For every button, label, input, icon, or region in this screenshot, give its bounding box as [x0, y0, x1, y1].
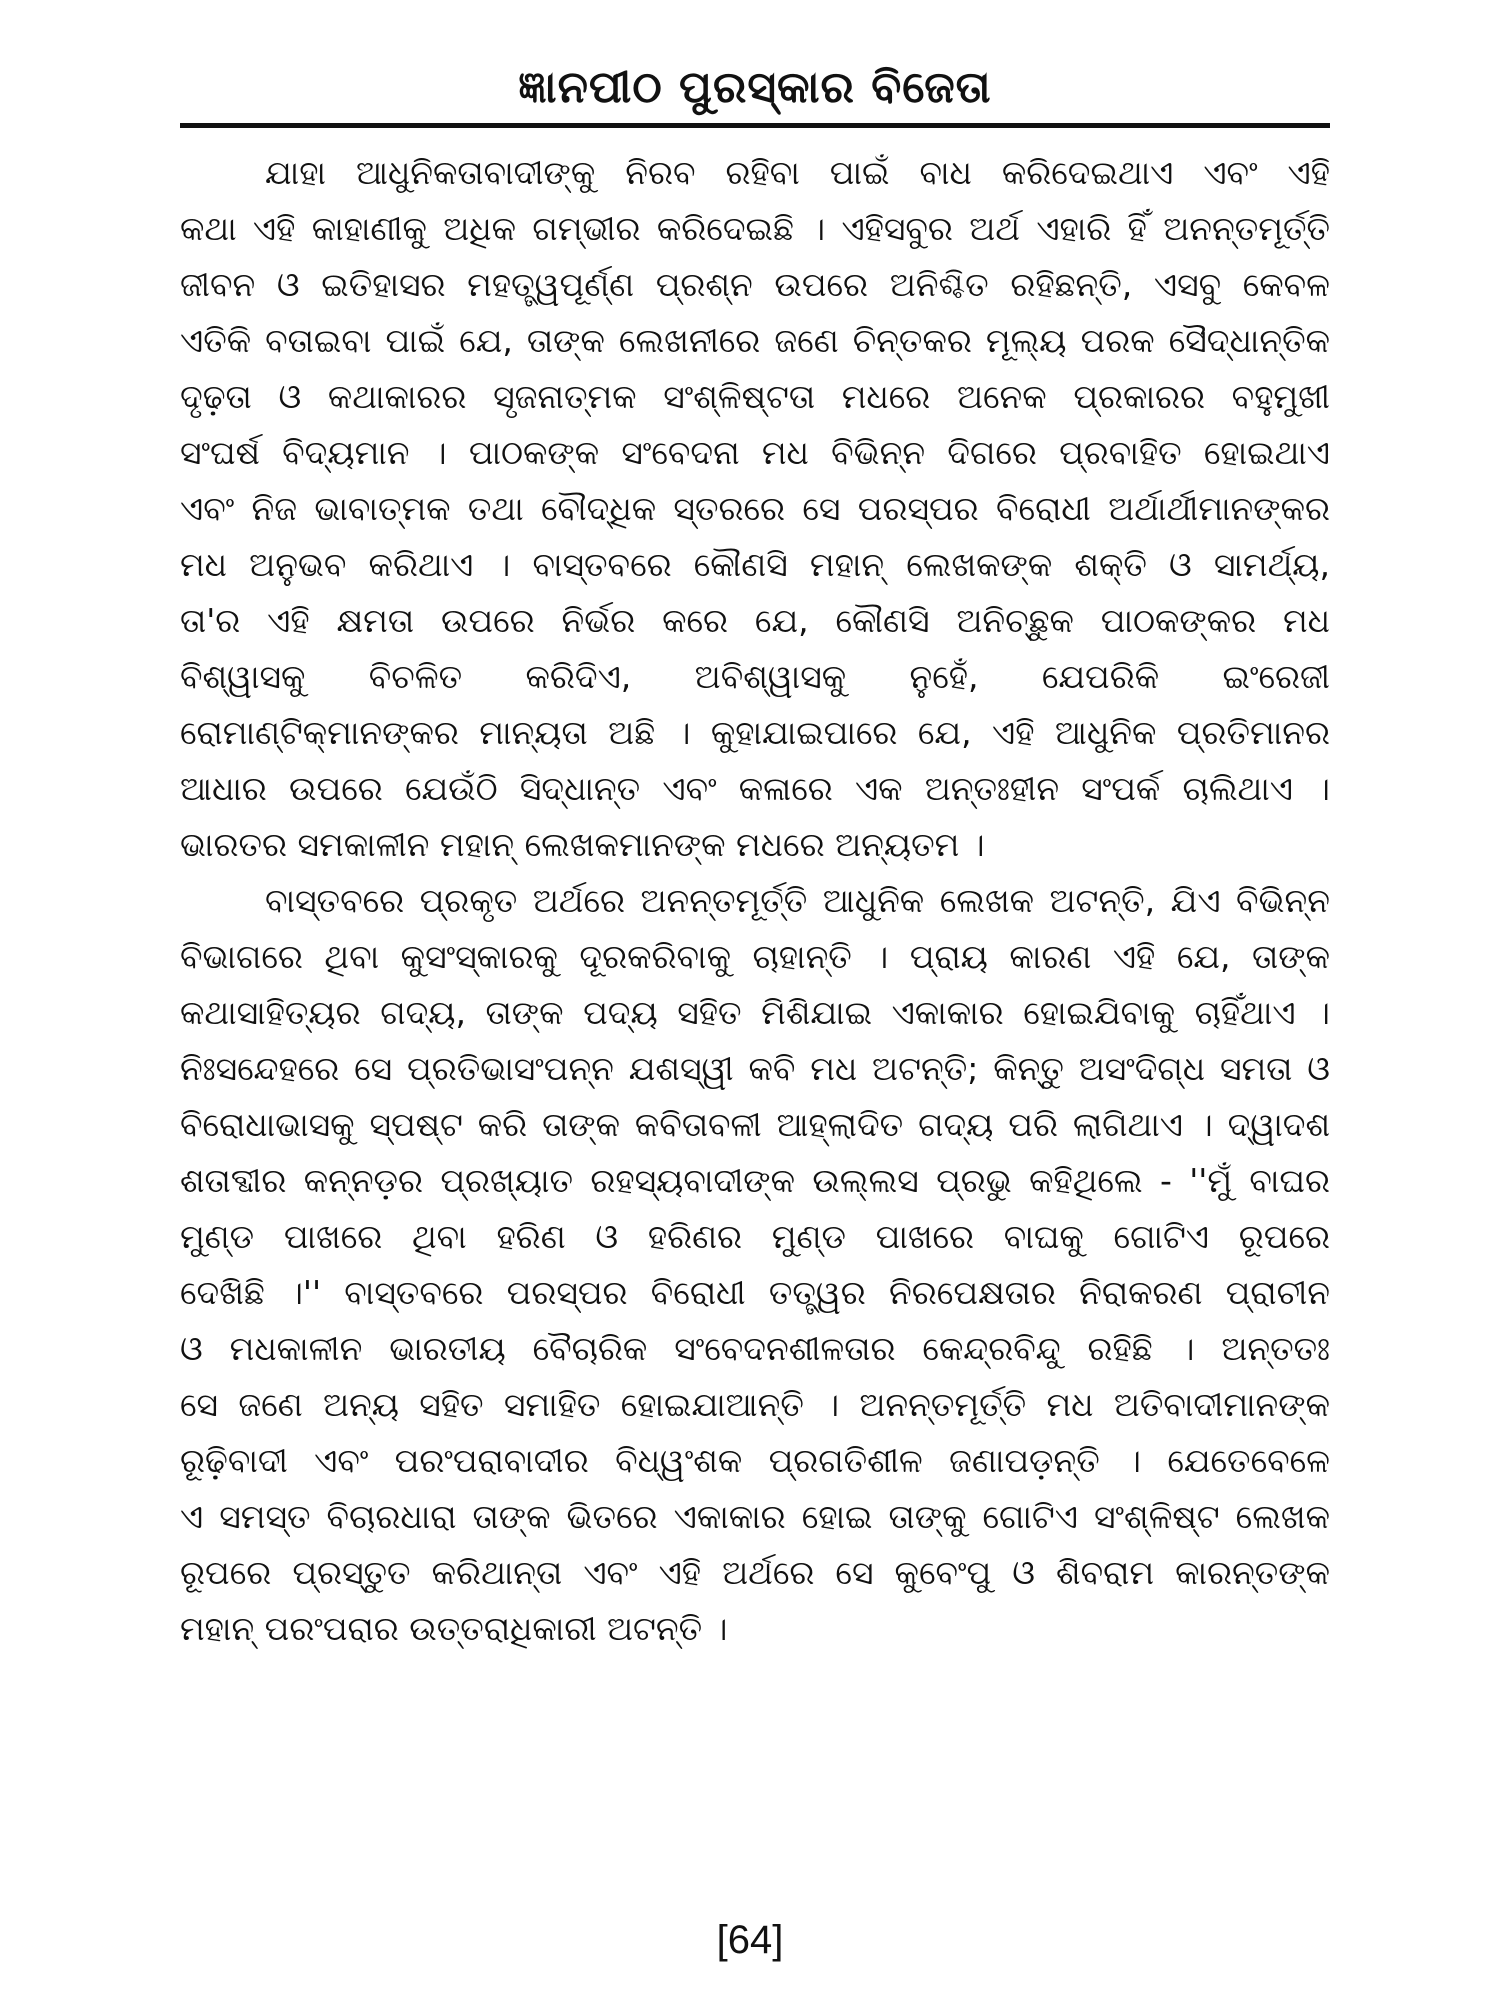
text-line: ସଂଘର୍ଷ ବିଦ୍ୟମାନ । ପାଠକଙ୍କ ସଂବେଦନା ମଧ ବିଭିନ୍ନ ଦିଗରେ ପ୍ରବାହିତ ହୋଇଥାଏ [180, 433, 1330, 472]
text-line: ଦେଖିଛି ।'' ବାସ୍ତବରେ ପରସ୍ପର ବିରୋଧୀ ତତ୍ତ୍ୱର ନିରପେକ୍ଷତାର ନିରାକରଣ ପ୍ରାଚୀନ [180, 1273, 1330, 1312]
text-line: ଯାହା ଆଧୁନିକତାବାଦୀଙ୍କୁ ନିରବ ରହିବା ପାଇଁ ବାଧ କରିଦେଇଥାଏ ଏବଂ ଏହି [265, 153, 1330, 192]
header-rule [180, 123, 1330, 128]
text-line: ସେ ଜଣେ ଅନ୍ୟ ସହିତ ସମାହିତ ହୋଇଯାଆନ୍ତି । ଅନନ୍ତମୂର୍ତ୍ତି ମଧ ଅତିବାଦୀମାନଙ୍କ [180, 1385, 1330, 1424]
text-line: ବିଭାଗରେ ଥିବା କୁସଂସ୍କାରକୁ ଦୂରକରିବାକୁ ଚାହାନ୍ତି । ପ୍ରାୟ କାରଣ ଏହି ଯେ, ତାଙ୍କ [180, 937, 1330, 976]
paragraph-2 [180, 873, 1330, 1657]
text-line: ବାସ୍ତବରେ ପ୍ରକୃତ ଅର୍ଥରେ ଅନନ୍ତମୂର୍ତ୍ତି ଆଧୁନିକ ଲେଖକ ଅଟନ୍ତି, ଯିଏ ବିଭିନ୍ନ [265, 881, 1330, 920]
text-line: ବିଶ୍ୱାସକୁ ବିଚଳିତ କରିଦିଏ, ଅବିଶ୍ୱାସକୁ ନୁହେଁ, ଯେପରିକି ଇଂରେଜୀ [180, 657, 1330, 696]
text-line: ଶତାବ୍ଦୀର କନ୍ନଡ଼ର ପ୍ରଖ୍ୟାତ ରହସ୍ୟବାଦୀଙ୍କ ଉଲ୍ଲସ ପ୍ରଭୁ କହିଥିଲେ - ''ମୁଁ ବାଘର [180, 1161, 1330, 1200]
running-head: ଜ୍ଞାନପୀଠ ପୁରସ୍କାର ବିଜେତା [518, 62, 992, 113]
text-line: ତା'ର ଏହି କ୍ଷମତା ଉପରେ ନିର୍ଭର କରେ ଯେ, କୌଣସି ଅନିଚ୍ଛୁକ ପାଠକଙ୍କର ମଧ [180, 601, 1330, 640]
text-line: ନିଃସନ୍ଦେହରେ ସେ ପ୍ରତିଭାସଂପନ୍ନ ଯଶସ୍ୱୀ କବି ମଧ ଅଟନ୍ତି; କିନ୍ତୁ ଅସଂଦିଗ୍ଧ ସମତା ଓ [180, 1049, 1330, 1088]
text-line: ରୂଢ଼ିବାଦୀ ଏବଂ ପରଂପରାବାଦୀର ବିଧ୍ୱଂଶକ ପ୍ରଗତିଶୀଳ ଜଣାପଡ଼ନ୍ତି । ଯେତେବେଳେ [180, 1441, 1330, 1480]
text-line: ବିରୋଧାଭାସକୁ ସ୍ପଷ୍ଟ କରି ତାଙ୍କ କବିତାବଳୀ ଆହ୍ଲାଦିତ ଗଦ୍ୟ ପରି ଲାଗିଥାଏ । ଦ୍ୱାଦଶ [180, 1105, 1330, 1144]
text-line: ମହାନ୍ ପରଂପରାର ଉତ୍ତରାଧିକାରୀ ଅଟନ୍ତି । [180, 1609, 728, 1648]
text-line: ରୂପରେ ପ୍ରସ୍ତୁତ କରିଥାନ୍ତା ଏବଂ ଏହି ଅର୍ଥରେ ସେ କୁବେଂପୁ ଓ ଶିବରାମ କାରନ୍ତଙ୍କ [180, 1553, 1330, 1592]
text-line: ମୁଣ୍ଡ ପାଖରେ ଥିବା ହରିଣ ଓ ହରିଣର ମୁଣ୍ଡ ପାଖରେ ବାଘକୁ ଗୋଟିଏ ରୂପରେ [180, 1217, 1330, 1256]
text-line: କଥା ଏହି କାହାଣୀକୁ ଅଧିକ ଗମ୍ଭୀର କରିଦେଇଛି । ଏହିସବୁର ଅର୍ଥ ଏହାରି ହିଁ ଅନନ୍ତମୂର୍ତ୍ତି [180, 209, 1330, 248]
text-line: ଏତିକି ବତାଇବା ପାଇଁ ଯେ, ତାଙ୍କ ଲେଖନୀରେ ଜଣେ ଚିନ୍ତକର ମୂଲ୍ୟ ପରକ ସୈଦ୍ଧାନ୍ତିକ [180, 321, 1330, 360]
text-line: ମଧ ଅନୁଭବ କରିଥାଏ । ବାସ୍ତବରେ କୌଣସି ମହାନ୍ ଲେଖକଙ୍କ ଶକ୍ତି ଓ ସାମର୍ଥ୍ୟ, [180, 545, 1330, 584]
text-line: ଓ ମଧକାଳୀନ ଭାରତୀୟ ବୈଚାରିକ ସଂବେଦନଶୀଳତାର କେନ୍ଦ୍ରବିନ୍ଦୁ ରହିଛି । ଅନ୍ତତଃ [180, 1329, 1330, 1368]
body-text [180, 145, 1330, 1657]
text-line: ଦୃଢ଼ତା ଓ କଥାକାରର ସୃଜନାତ୍ମକ ସଂଶ୍ଳିଷ୍ଟତା ମଧରେ ଅନେକ ପ୍ରକାରର ବହୁମୁଖୀ [180, 377, 1330, 416]
paragraph-1 [180, 145, 1330, 873]
text-line: ଏ ସମସ୍ତ ବିଚାରଧାରା ତାଙ୍କ ଭିତରେ ଏକାକାର ହୋଇ ତାଙ୍କୁ ଗୋଟିଏ ସଂଶ୍ଳିଷ୍ଟ ଲେଖକ [180, 1497, 1330, 1536]
page-number: [64] [716, 1918, 784, 1962]
text-line: ଜୀବନ ଓ ଇତିହାସର ମହତ୍ତ୍ୱପୂର୍ଣ୍ଣ ପ୍ରଶ୍ନ ଉପରେ ଅନିଶ୍ଚିତ ରହିଛନ୍ତି, ଏସବୁ କେବଳ [180, 265, 1330, 304]
text-line: ଆଧାର ଉପରେ ଯେଉଁଠି ସିଦ୍ଧାନ୍ତ ଏବଂ କଳାରେ ଏକ ଅନ୍ତଃହୀନ ସଂପର୍କ ଚାଲିଥାଏ । [180, 769, 1330, 808]
text-line: ଭାରତର ସମକାଳୀନ ମହାନ୍ ଲେଖକମାନଙ୍କ ମଧରେ ଅନ୍ୟତମ । [180, 825, 985, 864]
text-line: ରୋମାଣ୍ଟିକ୍ମାନଙ୍କର ମାନ୍ୟତା ଅଛି । କୁହାଯାଇପାରେ ଯେ, ଏହି ଆଧୁନିକ ପ୍ରତିମାନର [180, 713, 1330, 752]
text-line: ଏବଂ ନିଜ ଭାବାତ୍ମକ ତଥା ବୌଦ୍ଧିକ ସ୍ତରରେ ସେ ପରସ୍ପର ବିରୋଧୀ ଅର୍ଥାର୍ଥୀମାନଙ୍କର [180, 489, 1330, 528]
text-line: କଥାସାହିତ୍ୟର ଗଦ୍ୟ, ତାଙ୍କ ପଦ୍ୟ ସହିତ ମିଶିଯାଇ ଏକାକାର ହୋଇଯିବାକୁ ଚାହିଁଥାଏ । [180, 993, 1330, 1032]
